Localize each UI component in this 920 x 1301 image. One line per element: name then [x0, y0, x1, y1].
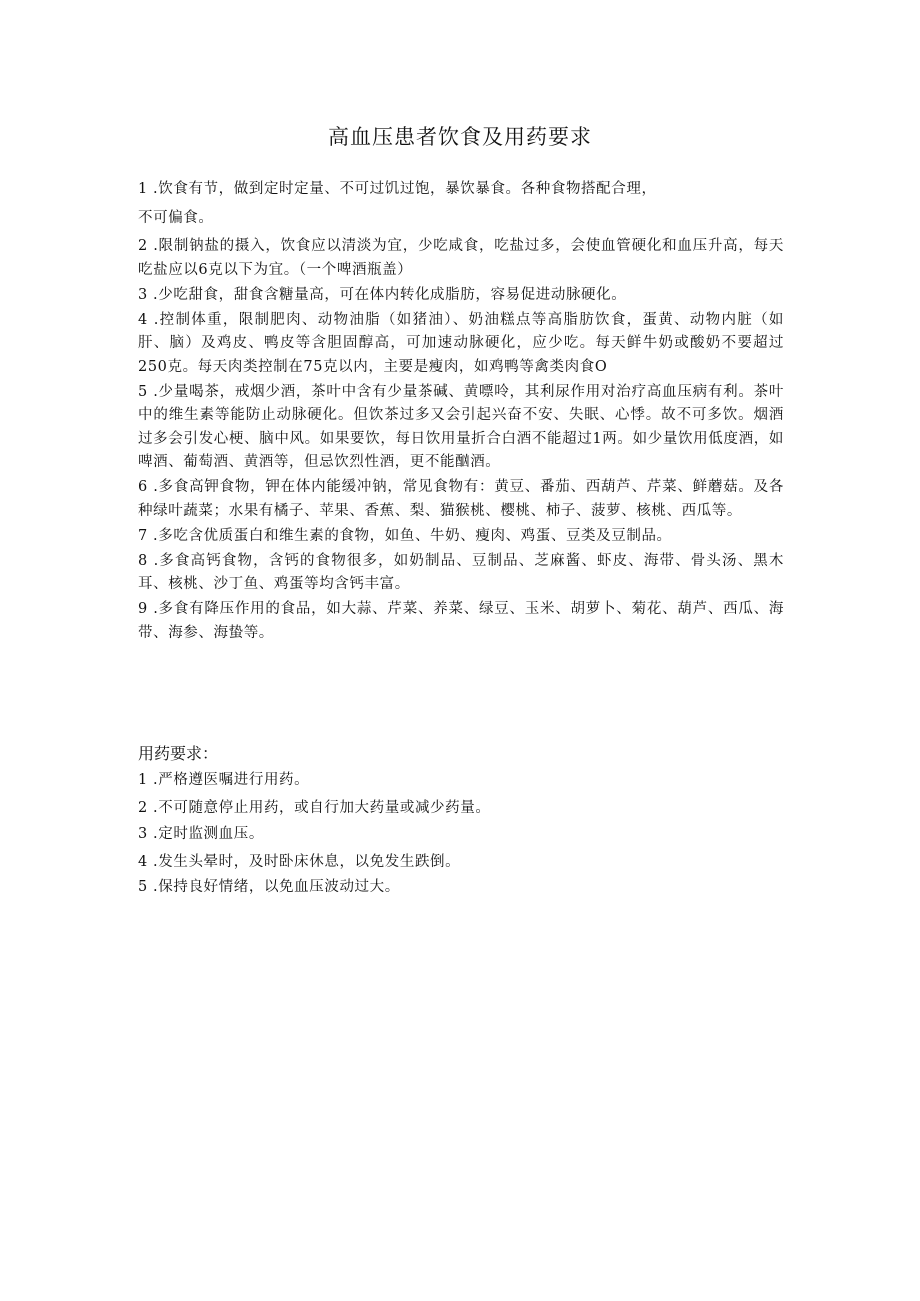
diet-item-4: 4 .控制体重，限制肥肉、动物油脂（如猪油）、奶油糕点等高脂肪饮食，蛋黄、动物内脏（如肝、脑）及鸡皮、鸭皮等含胆固醇高，可加速动脉硬化，应少吃。每天鲜牛奶或酸奶不要超过250克。每天肉类控制在75克以内，主要是瘦肉，如鸡鸭等禽类肉食O: [138, 311, 784, 375]
medication-item-4: 4 .发生头晕时，及时卧床休息，以免发生跌倒。: [138, 853, 461, 870]
medication-item-1: 1 .严格遵医嘱进行用药。: [138, 772, 310, 788]
diet-requirements-list: [138, 178, 784, 647]
diet-item-5: 5 .少量喝茶，戒烟少酒，茶叶中含有少量茶碱、黄嘌呤，其利尿作用对治疗高血压病有利。茶叶中的维生素等能防止动脉硬化。但饮茶过多又会引起兴奋不安、失眠、心悸。故不可多饮。烟酒过多会引发心梗、脑中风。如果要饮，每日饮用量折合白酒不能超过1两。如少量饮用低度酒，如啤酒、葡萄酒、黄酒等，但忌饮烈性酒，更不能酗酒。: [138, 383, 784, 470]
diet-item-7: 7 .多吃含优质蛋白和维生素的食物，如鱼、牛奶、瘦肉、鸡蛋、豆类及豆制品。: [138, 527, 672, 544]
diet-item-6: 6 .多食高钾食物，钾在体内能缓冲钠，常见食物有：黄豆、番茄、西葫芦、芹菜、鲜蘑菇。及各种绿叶蔬菜；水果有橘子、苹果、香蕉、梨、猫猴桃、樱桃、柿子、菠萝、核桃、西瓜等。: [138, 479, 784, 519]
diet-item-1-line-1: 1 .饮食有节，做到定时定量、不可过饥过饱，暴饮暴食。各种食物搭配合理，: [138, 181, 657, 197]
medication-item-5: 5 .保持良好情绪，以免血压波动过大。: [138, 879, 400, 895]
diet-item-8: 8 .多食高钙食物，含钙的食物很多，如奶制品、豆制品、芝麻酱、虾皮、海带、骨头汤、黑木耳、核桃、沙丁鱼、鸡蛋等均含钙丰富。: [138, 552, 784, 592]
medication-requirements-section: [138, 741, 784, 902]
medication-item-2: 2 .不可随意停止用药，或自行加大药量或减少药量。: [138, 800, 491, 816]
diet-item-9: 9 .多食有降压作用的食品，如大蒜、芹菜、养菜、绿豆、玉米、胡萝卜、菊花、葫芦、西瓜、海带、海参、海蛰等。: [138, 601, 784, 641]
diet-item-2: 2 .限制钠盐的摄入，饮食应以清淡为宜，少吃咸食，吃盐过多，会使血管硬化和血压升高，每天吃盐应以6克以下为宜。（一个啤酒瓶盖）: [138, 238, 784, 278]
medication-item-3: 3 .定时监测血压。: [138, 825, 264, 842]
diet-item-3: 3 .少吃甜食，甜食含糖量高，可在体内转化成脂肪，容易促进动脉硬化。: [138, 286, 627, 303]
document-title: 高血压患者饮食及用药要求: [328, 125, 592, 149]
medication-heading: 用药要求：: [138, 744, 219, 763]
diet-item-1-line-2: 不可偏食。: [138, 209, 214, 226]
